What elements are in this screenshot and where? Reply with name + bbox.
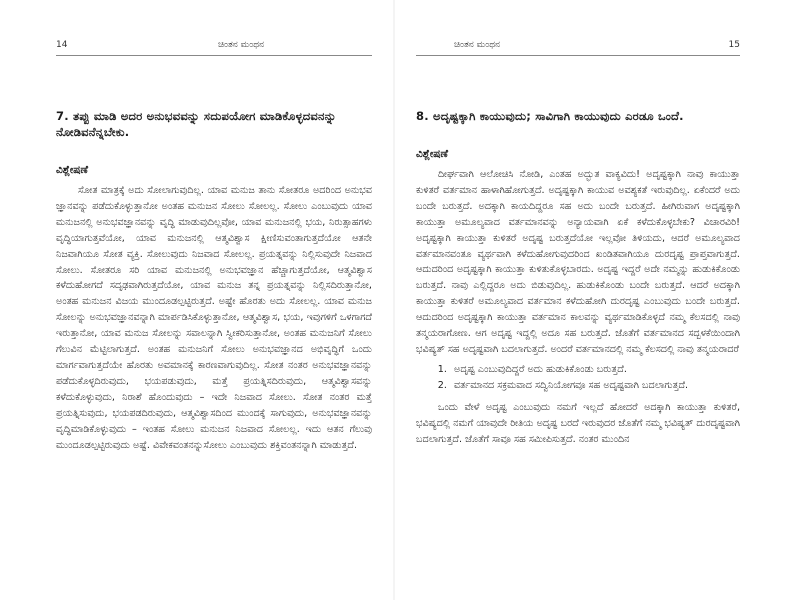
list-item: 1. ಅದೃಷ್ಟ ಎಂಬುವುದಿದ್ದರೆ ಅದು ಹುಡುಕಿಕೊಂಡು ಬರುತ್ತದೆ. [450,362,740,378]
body-paragraph: ದೀರ್ಘವಾಗಿ ಆಲೋಚಿಸಿ ನೋಡಿ, ಎಂತಹ ಅದ್ಭುತ ವಾಕ್ಯವಿದು! ಅದೃಷ್ಟಕ್ಕಾಗಿ ನಾವು ಕಾಯುತ್ತಾ ಕುಳಿತರೆ ವರ್ತಮಾನ ಹಾಳಾಗಿಹೋಗುತ್ತದೆ. ಅದೃಷ್ಟಕ್ಕಾಗಿ ಕಾಯುವ ಅವಶ್ಯಕತೆ ಇರುವುದಿಲ್ಲ. ಏಕೆಂದರೆ ಅದು ಬಂದೇ ಬರುತ್ತದೆ. ಅದಕ್ಕಾಗಿ ಕಾಯದಿದ್ದರೂ ಸಹ ಅದು ಬಂದೇ ಬರುತ್ತದೆ. ಹೀಗಿರುವಾಗ ಅದೃಷ್ಟಕ್ಕಾಗಿ ಕಾಯುತ್ತಾ ಅಮೂಲ್ಯವಾದ ವರ್ತಮಾನವನ್ನು ಅನ್ಯಾಯವಾಗಿ ಏಕೆ ಕಳೆದುಕೊಳ್ಳಬೇಕು? ವಿಚಾರವಿರಿ! ಅದೃಷ್ಟಕ್ಕಾಗಿ ಕಾಯುತ್ತಾ ಕುಳಿತರೆ ಅದೃಷ್ಟ ಬರುತ್ತದೆಯೋ ಇಲ್ಲವೋ ತಿಳಿಯದು, ಆದರೆ ಅಮೂಲ್ಯವಾದ ವರ್ತಮಾನವಂತೂ ವ್ಯರ್ಥವಾಗಿ ಕಳೆದುಹೋಗುವುದರಿಂದ ಖಂಡಿತವಾಗಿಯೂ ದುರದೃಷ್ಟ ಪ್ರಾಪ್ತವಾಗುತ್ತದೆ. ಆದುದರಿಂದ ಅದೃಷ್ಟಕ್ಕಾಗಿ ಕಾಯುತ್ತಾ ಕುಳಿತುಕೊಳ್ಳಬಾರದು. ಅದೃಷ್ಟ ಇದ್ದರೆ ಅದೇ ನಮ್ಮನ್ನು ಹುಡುಕಿಕೊಂಡು ಬರುತ್ತದೆ. ನಾವು ಎಲ್ಲಿದ್ದರೂ ಅದು ಬಿಡುವುದಿಲ್ಲ. ಹುಡುಕಿಕೊಂಡು ಬಂದೇ ಬರುತ್ತದೆ. ಆದರೆ ಅದಕ್ಕಾಗಿ ಕಾಯುತ್ತಾ ಕುಳಿತರೆ ಅಮೂಲ್ಯವಾದ ವರ್ತಮಾನ ಕಳೆದುಹೋಗಿ ದುರದೃಷ್ಟ ಎಂಬುವುದು ಬಂದೇ ಬರುತ್ತದೆ. ಆದುದರಿಂದ ಅದೃಷ್ಟಕ್ಕಾಗಿ ಕಾಯುತ್ತಾ ವರ್ತಮಾನ ಕಾಲವನ್ನು ವ್ಯರ್ಥಮಾಡಿಕೊಳ್ಳದೆ ನಮ್ಮ ಕೆಲಸದಲ್ಲಿ ನಾವು ತನ್ಮಯರಾಗೋಣ. ಆಗ ಅದೃಷ್ಟ ಇದ್ದಲ್ಲಿ ಅದೂ ಸಹ ಬರುತ್ತದೆ. ಜೊತೆಗೆ ವರ್ತಮಾನದ ಸದ್ಬಳಕೆಯಿಂದಾಗಿ ಭವಿಷ್ಯತ್ ಸಹ ಅದೃಷ್ಟವಾಗಿ ಬದಲಾಗುತ್ತದೆ. ಅಂದರೆ ವರ್ತಮಾನದಲ್ಲಿ ನಮ್ಮ ಕೆಲಸದಲ್ಲಿ ನಾವು ತನ್ಮಯರಾದರೆ [416,169,740,355]
list-item: 2. ವರ್ತಮಾನದ ಸಕ್ರಮವಾದ ಸದ್ವಿನಿಯೋಗವೂ ಸಹ ಅದೃಷ್ಟವಾಗಿ ಬದಲಾಗುತ್ತದೆ. [450,378,740,394]
numbered-list [416,362,740,394]
body-paragraph: ಒಂದು ವೇಳೆ ಅದೃಷ್ಟ ಎಂಬುವುದು ನಮಗೆ ಇಲ್ಲದೆ ಹೋದರೆ ಅದಕ್ಕಾಗಿ ಕಾಯುತ್ತಾ ಕುಳಿತರೆ, ಭವಿಷ್ಯದಲ್ಲಿ ನಮಗೆ ಯಾವುದೇ ರೀತಿಯ ಅದೃಷ್ಟ ಬರದೆ ಇರುವುದರ ಜೊತೆಗೆ ನಮ್ಮ ಭವಿಷ್ಯತ್ ದುರದೃಷ್ಟವಾಗಿ ಬದಲಾಗುತ್ತದೆ. ಜೊತೆಗೆ ಸಾವೂ ಸಹ ಸಮೀಪಿಸುತ್ತದೆ. ನಂತರ ಮುಂದಿನ [416,401,740,445]
section-subheading: ವಿಶ್ಲೇಷಣೆ [416,148,449,160]
header-rule [416,55,740,56]
section-subheading: ವಿಶ್ಲೇಷಣೆ [56,164,89,176]
section-heading: 7. ತಪ್ಪು ಮಾಡಿ ಅದರ ಅನುಭವವನ್ನು ಸದುಪಯೋಗ ಮಾಡಿಕೊಳ್ಳದವನನ್ನು ನೋಡಿವನೆನ್ನಬೇಕು. [56,109,337,139]
page-number: 14 [56,40,68,50]
running-head: ಚಿಂತನ ಮಂಥನ [218,40,265,50]
section-heading: 8. ಅದೃಷ್ಟಕ್ಕಾಗಿ ಕಾಯುವುದು; ಸಾವಿಗಾಗಿ ಕಾಯುವುದು ಎರಡೂ ಒಂದೆ. [416,109,684,123]
running-head: ಚಿಂತನ ಮಂಥನ [454,40,501,50]
header-rule [56,55,372,56]
page-number: 15 [728,40,740,50]
body-paragraph: ಸೋತ ಮಾತ್ರಕ್ಕೆ ಅದು ಸೋಲಾಗುವುದಿಲ್ಲ. ಯಾವ ಮನುಜ ತಾನು ಸೋತರೂ ಅದರಿಂದ ಅನುಭವ ಜ್ಞಾನವನ್ನು ಪಡೆದುಕೊಳ್ಳುತ್ತಾನೋ ಅಂತಹ ಮನುಜನ ಸೋಲು ಸೋಲಲ್ಲ. ಸೋಲು ಎಂಬುವುದು ಯಾವ ಮನುಜನಲ್ಲಿ ಅನುಭವಜ್ಞಾನವನ್ನು ವೃದ್ಧಿ ಮಾಡುವುದಿಲ್ಲವೋ, ಯಾವ ಮನುಜನಲ್ಲಿ ಭಯ, ನಿರುತ್ಸಾಹಗಳು ವೃದ್ಧಿಯಾಗುತ್ತವೆಯೋ, ಯಾವ ಮನುಜನಲ್ಲಿ ಆತ್ಮವಿಶ್ವಾಸ ಕ್ಷೀಣಿಸುವಂತಾಗುತ್ತದೆಯೋ ಆತನೇ ನಿಜವಾಗಿಯೂ ಸೋತ ವ್ಯಕ್ತಿ. ಸೋಲುವುದು ನಿಜವಾದ ಸೋಲಲ್ಲ. ಪ್ರಯತ್ನವನ್ನು ನಿಲ್ಲಿಸುವುದೇ ನಿಜವಾದ ಸೋಲು. ಸೋತರೂ ಸರಿ ಯಾವ ಮನುಜನಲ್ಲಿ ಅನುಭವಜ್ಞಾನ ಹೆಚ್ಚಾಗುತ್ತದೆಯೋ, ಆತ್ಮವಿಶ್ವಾಸ ಕಳೆದುಹೋಗದೆ ಸದೃಢವಾಗಿರುತ್ತದೆಯೋ, ಯಾವ ಮನುಜ ತನ್ನ ಪ್ರಯತ್ನವನ್ನು ನಿಲ್ಲಿಸದಿರುತ್ತಾನೋ, ಅಂತಹ ಮನುಜನ ವಿಜಯ ಮುಂದೂಡಲ್ಪಟ್ಟಿರುತ್ತದೆ. ಅಷ್ಟೇ ಹೊರತು ಅದು ಸೋಲಲ್ಲ. ಯಾವ ಮನುಜ ಸೋಲನ್ನು ಅನುಭವಜ್ಞಾನವನ್ನಾಗಿ ಮಾರ್ಪಡಿಸಿಕೊಳ್ಳುತ್ತಾನೋ, ಆತ್ಮವಿಶ್ವಾಸ, ಭಯ, ಇವುಗಳಿಗೆ ಒಳಗಾಗದೆ ಇರುತ್ತಾನೋ, ಯಾವ ಮನುಜ ಸೋಲನ್ನು ಸವಾಲನ್ನಾಗಿ ಸ್ವೀಕರಿಸುತ್ತಾನೋ, ಅಂತಹ ಮನುಜನಿಗೆ ಸೋಲು ಗೆಲುವಿನ ಮೆಟ್ಟಿಲಾಗುತ್ತದೆ. ಅಂತಹ ಮನುಜನಿಗೆ ಸೋಲು ಅನುಭವಜ್ಞಾನದ ಅಭಿವೃದ್ಧಿಗೆ ಒಂದು ಮಾರ್ಗವಾಗುತ್ತದೆಯೇ ಹೊರತು ಅವಮಾನಕ್ಕೆ ಕಾರಣವಾಗುವುದಿಲ್ಲ. ಸೋತ ನಂತರ ಅನುಭವಜ್ಞಾನವನ್ನು ಪಡೆದುಕೊಳ್ಳದಿರುವುದು, ಭಯಪಡುವುದು, ಮತ್ತೆ ಪ್ರಯತ್ನಿಸದಿರುವುದು, ಆತ್ಮವಿಶ್ವಾಸವನ್ನು ಕಳೆದುಕೊಳ್ಳುವುದು, ನಿರಾಶೆ ಹೊಂದುವುದು – ಇದೇ ನಿಜವಾದ ಸೋಲು. ಸೋತ ನಂತರ ಮತ್ತೆ ಪ್ರಯತ್ನಿಸುವುದು, ಭಯಪಡದಿರುವುದು, ಆತ್ಮವಿಶ್ವಾಸದಿಂದ ಮುಂದಕ್ಕೆ ಸಾಗುವುದು, ಅನುಭವಜ್ಞಾನವನ್ನು ವೃದ್ಧಿಮಾಡಿಕೊಳ್ಳುವುದು – ಇಂತಹ ಸೋಲು ಮನುಜನ ನಿಜವಾದ ಸೋಲಲ್ಲ. ಇದು ಆತನ ಗೆಲುವು ಮುಂದೂಡಲ್ಪಟ್ಟಿರುವುದು ಅಷ್ಟೆ. ವಿವೇಕವಂತನನ್ನುಸೋಲು ಎಂಬುವುದು ಶಕ್ತಿವಂತನನ್ನಾಗಿ ಮಾಡುತ್ತದೆ. [56,185,372,451]
right-page [394,0,788,600]
